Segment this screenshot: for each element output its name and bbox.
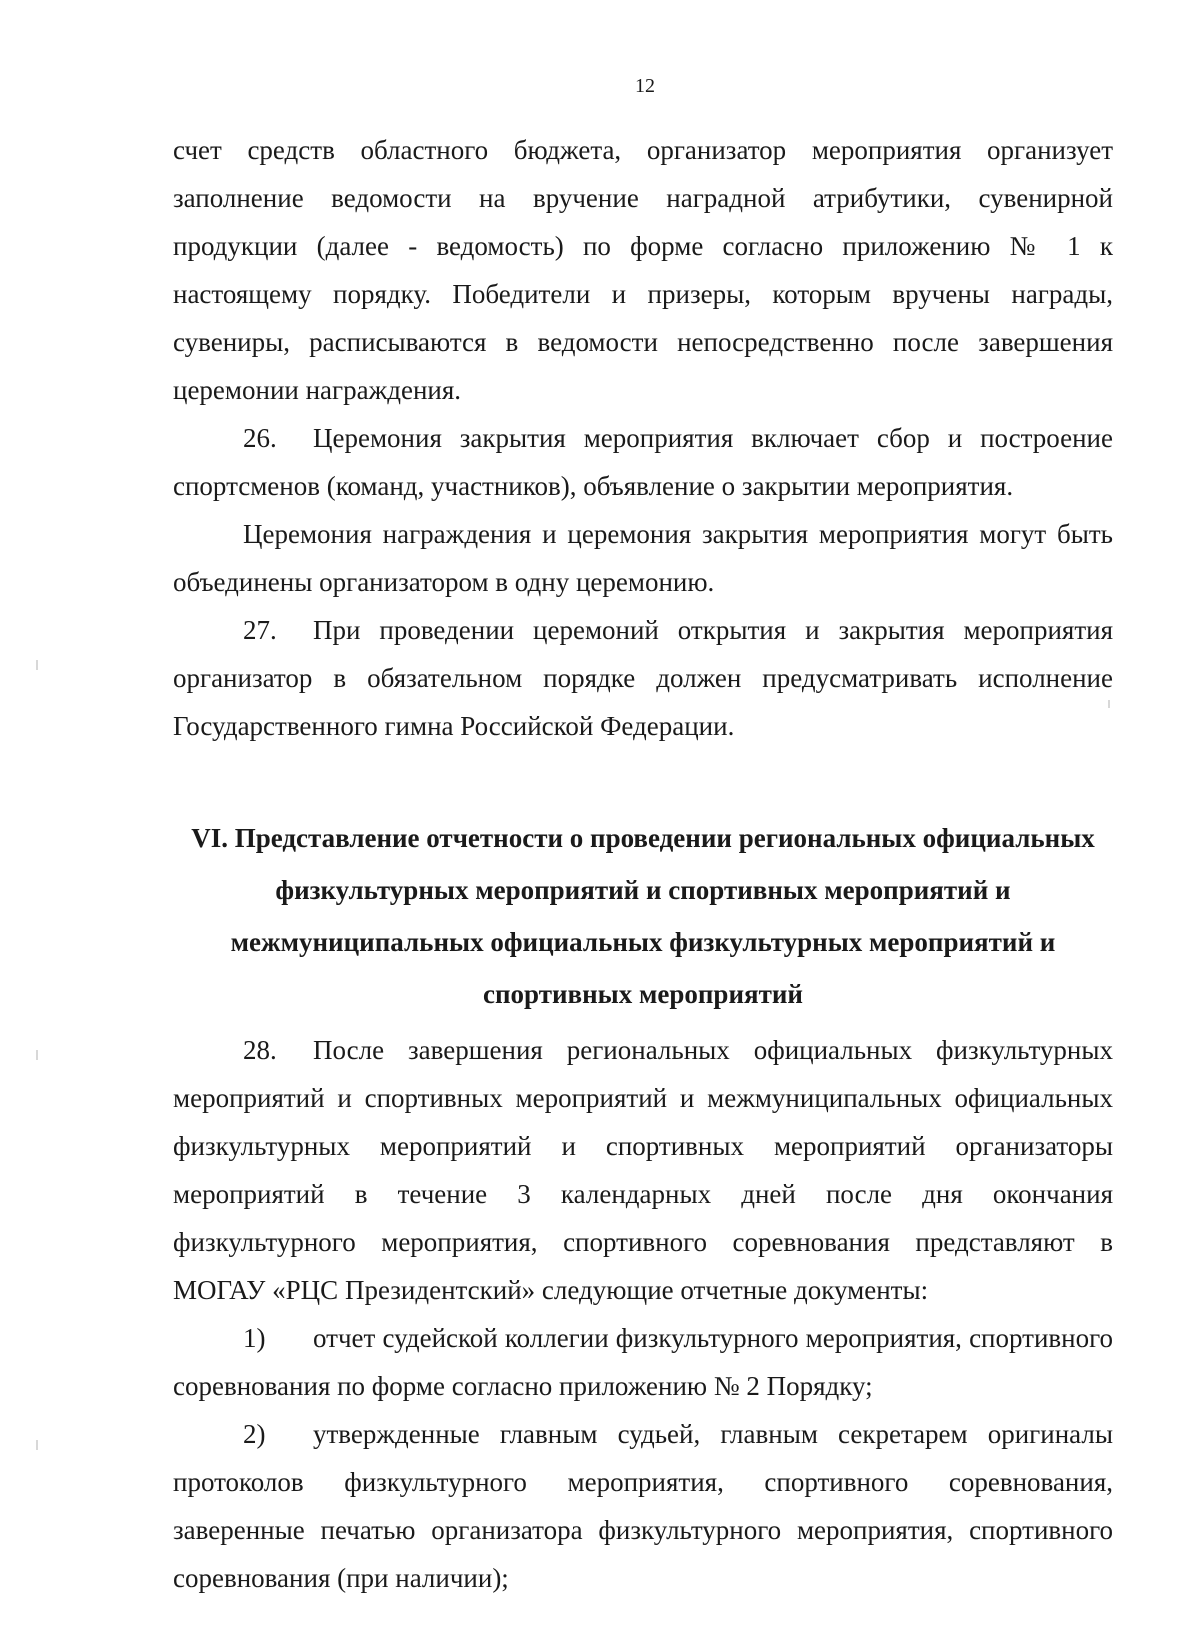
scan-artifact — [36, 1050, 38, 1060]
list-item-1 — [173, 1314, 1113, 1410]
paragraph-number: 27. — [243, 615, 277, 645]
paragraph-unnumbered — [173, 510, 1113, 606]
paragraph-continuation — [173, 126, 1113, 414]
paragraph-text: счет средств областного бюджета, организатор мероприятия организует заполнение ведомости на вручение наградной атрибутики, сувенирной продукции (далее - ведомость) по форме согласно приложению № 1 к настоящему порядку. Победители и призеры, которым вручены награды, сувениры, расписываются в ведомости непосредственно после завершения церемонии награждения. — [173, 135, 1113, 405]
scan-artifact — [1108, 700, 1110, 708]
paragraph-text: Церемония закрытия мероприятия включает сбор и построение спортсменов (команд, участников), объявление о закрытии мероприятия. — [173, 423, 1113, 501]
list-item-2 — [173, 1410, 1113, 1602]
scan-artifact — [36, 660, 38, 670]
paragraph-26 — [173, 414, 1113, 510]
paragraph-28 — [173, 1026, 1113, 1314]
paragraph-text: После завершения региональных официальных физкультурных мероприятий и спортивных мероприятий и межмуниципальных официальных физкультурных мероприятий и спортивных мероприятий организаторы мероприятий в течение 3 календарных дней после дня окончания физкультурного мероприятия, спортивного соревнования представляют в МОГАУ «РЦС Президентский» следующие отчетные документы: — [173, 1035, 1113, 1305]
list-item-text: утвержденные главным судьей, главным секретарем оригиналы протоколов физкультурного мероприятия, спортивного соревнования, заверенные печатью организатора физкультурного мероприятия, спортивного соревнования (при наличии); — [173, 1419, 1113, 1593]
list-item-number: 2) — [243, 1419, 266, 1449]
document-body — [173, 126, 1113, 1602]
list-item-number: 1) — [243, 1323, 266, 1353]
paragraph-number: 28. — [243, 1035, 277, 1065]
paragraph-text: При проведении церемоний открытия и закрытия мероприятия организатор в обязательном порядке должен предусматривать исполнение Государственного гимна Российской Федерации. — [173, 615, 1113, 741]
section-heading: VI. Представление отчетности о проведении региональных официальных физкультурных мероприятий и спортивных мероприятий и межмуниципальных официальных физкультурных мероприятий и спортивных мероприятий — [191, 823, 1095, 1009]
paragraph-number: 26. — [243, 423, 277, 453]
page-number: 12 — [635, 75, 655, 97]
paragraph-text: Церемония награждения и церемония закрытия мероприятия могут быть объединены организатором в одну церемонию. — [173, 519, 1113, 597]
scan-artifact — [36, 1440, 38, 1450]
list-item-text: отчет судейской коллегии физкультурного мероприятия, спортивного соревнования по форме согласно приложению № 2 Порядку; — [173, 1323, 1113, 1401]
paragraph-27 — [173, 606, 1113, 750]
